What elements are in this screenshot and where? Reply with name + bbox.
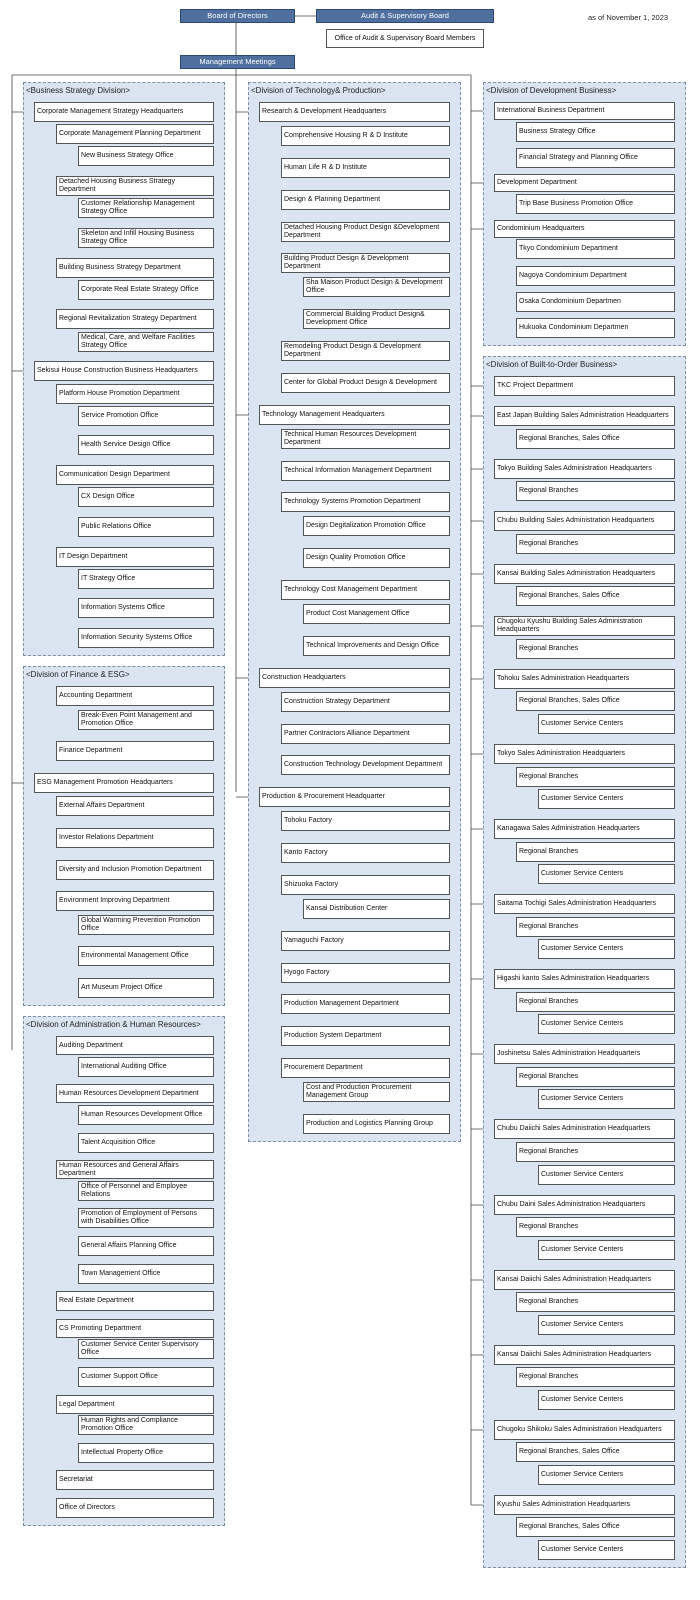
org-unit-box: General Affairs Planning Office xyxy=(78,1236,214,1256)
org-unit-box: Technical Improvements and Design Office xyxy=(303,636,450,656)
org-unit-box: Health Service Design Office xyxy=(78,435,214,455)
org-unit-box: Secretariat xyxy=(56,1470,214,1490)
org-unit-box: Customer Service Centers xyxy=(538,1540,675,1560)
org-unit-box: Office of Personnel and Employee Relations xyxy=(78,1181,214,1201)
org-unit-box: Regional Branches xyxy=(516,917,675,937)
org-unit-box: Technical Information Management Department xyxy=(281,461,450,481)
org-unit-box: Yamaguchi Factory xyxy=(281,931,450,951)
org-unit-box: Business Strategy Office xyxy=(516,122,675,142)
org-unit-box: Production System Department xyxy=(281,1026,450,1046)
org-unit-box: Production and Logistics Planning Group xyxy=(303,1114,450,1134)
division-title: <Division of Technology& Production> xyxy=(251,86,386,95)
org-unit-box: Customer Service Centers xyxy=(538,1390,675,1410)
org-unit-box: Tkyo Condominium Department xyxy=(516,239,675,259)
org-unit-box: Customer Service Centers xyxy=(538,789,675,809)
org-unit-box: Environmental Management Office xyxy=(78,946,214,966)
org-unit-box: Regional Branches xyxy=(516,1367,675,1387)
as-of-date: as of November 1, 2023 xyxy=(588,13,669,22)
org-unit-box: Customer Service Centers xyxy=(538,1465,675,1485)
division-title: <Division of Administration & Human Resources> xyxy=(26,1020,201,1029)
org-unit-box: Comprehensive Housing R & D Institute xyxy=(281,126,450,146)
org-unit-box: Kanto Factory xyxy=(281,843,450,863)
org-unit-box: Hyogo Factory xyxy=(281,963,450,983)
org-unit-box: Chugoku Shikoku Sales Administration Headquarters xyxy=(494,1420,675,1440)
org-unit-box: International Business Department xyxy=(494,102,675,120)
org-unit-box: Product Cost Management Office xyxy=(303,604,450,624)
org-unit-box: Chubu Building Sales Administration Headquarters xyxy=(494,511,675,531)
org-unit-box: Regional Branches xyxy=(516,1142,675,1162)
org-unit-box: Chubu Daiichi Sales Administration Headquarters xyxy=(494,1119,675,1139)
org-unit-box: Production & Procurement Headquarter xyxy=(259,787,450,807)
org-unit-box: Global Warming Prevention Promotion Office xyxy=(78,915,214,935)
org-unit-box: Human Resources Development Department xyxy=(56,1084,214,1103)
org-unit-box: External Affairs Department xyxy=(56,796,214,816)
org-unit-box: Technology Management Headquarters xyxy=(259,405,450,425)
org-unit-box: Customer Service Centers xyxy=(538,864,675,884)
org-unit-box: Kanagawa Sales Administration Headquarters xyxy=(494,819,675,839)
org-unit-box: Real Estate Department xyxy=(56,1291,214,1311)
org-unit-box: Joshinetsu Sales Administration Headquarters xyxy=(494,1044,675,1064)
org-unit-box: Human Resources Development Office xyxy=(78,1105,214,1125)
org-unit-box: Customer Service Centers xyxy=(538,1240,675,1260)
org-unit-box: Kansai Building Sales Administration Headquarters xyxy=(494,564,675,584)
org-unit-box: Human Life R & D Institute xyxy=(281,158,450,178)
org-unit-box: Higashi kanto Sales Administration Headquarters xyxy=(494,969,675,989)
division-title: <Division of Finance & ESG> xyxy=(26,670,130,679)
org-unit-box: Regional Branches xyxy=(516,842,675,862)
org-unit-box: Condominium Headquarters xyxy=(494,220,675,238)
org-unit-box: Customer Support Office xyxy=(78,1367,214,1387)
org-unit-box: Technology Systems Promotion Department xyxy=(281,492,450,512)
org-unit-box: Construction Technology Development Department xyxy=(281,755,450,775)
org-unit-box: Regional Branches, Sales Office xyxy=(516,1442,675,1462)
org-unit-box: Information Systems Office xyxy=(78,598,214,618)
org-unit-box: Trip Base Business Promotion Office xyxy=(516,194,675,214)
org-unit-box: Regional Branches xyxy=(516,639,675,659)
org-unit-box: Partner Contractors Alliance Department xyxy=(281,724,450,744)
org-unit-box: Environment Improving Department xyxy=(56,891,214,911)
org-unit-box: Regional Branches xyxy=(516,992,675,1012)
org-unit-box: TKC Project Department xyxy=(494,376,675,396)
org-unit-box: Production Management Department xyxy=(281,994,450,1014)
org-unit-box: Service Promotion Office xyxy=(78,406,214,426)
division-title: <Business Strategy Division> xyxy=(26,86,131,95)
org-unit-box: Regional Branches xyxy=(516,481,675,501)
org-unit-box: Saitama Tochigi Sales Administration Headquarters xyxy=(494,894,675,914)
org-unit-box: Design Quality Promotion Office xyxy=(303,548,450,568)
org-unit-box: Kansai Daiichi Sales Administration Headquarters xyxy=(494,1270,675,1290)
org-unit-box: Construction Headquarters xyxy=(259,668,450,688)
org-unit-box: Regional Branches xyxy=(516,534,675,554)
org-unit-box: Investor Relations Department xyxy=(56,828,214,848)
board-of-directors: Board of Directors xyxy=(180,9,295,23)
org-unit-box: Customer Service Centers xyxy=(538,1165,675,1185)
org-unit-box: Technical Human Resources Development Department xyxy=(281,429,450,449)
org-unit-box: Development Department xyxy=(494,174,675,192)
org-unit-box: Office of Directors xyxy=(56,1498,214,1518)
org-unit-box: Corporate Management Strategy Headquarters xyxy=(34,102,214,122)
org-unit-box: Nagoya Condominium Department xyxy=(516,266,675,286)
org-unit-box: Remodeling Product Design & Development Department xyxy=(281,341,450,361)
org-unit-box: ESG Management Promotion Headquarters xyxy=(34,773,214,793)
org-unit-box: Cost and Production Procurement Management Group xyxy=(303,1082,450,1102)
org-unit-box: Promotion of Employment of Persons with Disabilities Office xyxy=(78,1208,214,1228)
org-unit-box: Intellectual Property Office xyxy=(78,1443,214,1463)
org-unit-box: Human Rights and Compliance Promotion Office xyxy=(78,1415,214,1435)
org-unit-box: Regional Branches, Sales Office xyxy=(516,691,675,711)
management-meetings: Management Meetings xyxy=(180,55,295,69)
org-unit-box: Customer Service Centers xyxy=(538,1089,675,1109)
org-unit-box: CS Promoting Department xyxy=(56,1319,214,1338)
org-unit-box: Talent Acquisition Office xyxy=(78,1133,214,1153)
org-unit-box: Break-Even Point Management and Promotion Office xyxy=(78,710,214,730)
org-unit-box: Construction Strategy Department xyxy=(281,692,450,712)
org-unit-box: Financial Strategy and Planning Office xyxy=(516,148,675,168)
org-unit-box: Detached Housing Business Strategy Department xyxy=(56,176,214,196)
org-unit-box: Platform House Promotion Department xyxy=(56,384,214,404)
org-unit-box: Design & Planning Department xyxy=(281,190,450,210)
org-unit-box: Communication Design Department xyxy=(56,465,214,485)
org-unit-box: Sha Maison Product Design & Development Office xyxy=(303,277,450,297)
org-unit-box: Regional Branches xyxy=(516,767,675,787)
org-unit-box: Information Security Systems Office xyxy=(78,628,214,648)
org-unit-box: Diversity and Inclusion Promotion Department xyxy=(56,860,214,880)
org-unit-box: Kansai Daiichi Sales Administration Headquarters xyxy=(494,1345,675,1365)
org-unit-box: Accounting Department xyxy=(56,686,214,706)
org-unit-box: Regional Branches xyxy=(516,1067,675,1087)
org-unit-box: Art Museum Project Office xyxy=(78,978,214,998)
audit-supervisory-board: Audit & Supervisory Board xyxy=(316,9,494,23)
org-unit-box: Regional Branches, Sales Office xyxy=(516,586,675,606)
org-unit-box: New Business Strategy Office xyxy=(78,146,214,166)
org-unit-box: Tokyo Sales Administration Headquarters xyxy=(494,744,675,764)
org-unit-box: CX Design Office xyxy=(78,487,214,507)
org-unit-box: Legal Department xyxy=(56,1395,214,1414)
org-unit-box: East Japan Building Sales Administration Headquarters xyxy=(494,406,675,426)
org-unit-box: Tokyo Building Sales Administration Headquarters xyxy=(494,459,675,479)
org-unit-box: Building Product Design & Development Department xyxy=(281,253,450,273)
org-unit-box: Regional Branches, Sales Office xyxy=(516,1517,675,1537)
org-unit-box: Detached Housing Product Design &Development Department xyxy=(281,222,450,242)
org-unit-box: Kyushu Sales Administration Headquarters xyxy=(494,1495,675,1515)
org-unit-box: Sekisui House Construction Business Headquarters xyxy=(34,361,214,381)
division-title: <Division of Development Business> xyxy=(486,86,617,95)
org-unit-box: Public Relations Office xyxy=(78,517,214,537)
audit-board-office: Office of Audit & Supervisory Board Members xyxy=(326,29,484,48)
org-unit-box: Customer Service Centers xyxy=(538,939,675,959)
org-unit-box: Town Management Office xyxy=(78,1264,214,1284)
org-unit-box: Tohoku Sales Administration Headquarters xyxy=(494,669,675,689)
org-unit-box: Osaka Condominium Departmen xyxy=(516,292,675,312)
org-unit-box: Regional Revitalization Strategy Department xyxy=(56,309,214,329)
org-unit-box: Corporate Management Planning Department xyxy=(56,124,214,144)
org-unit-box: Hukuoka Condominium Departmen xyxy=(516,318,675,338)
org-unit-box: Medical, Care, and Welfare Facilities Strategy Office xyxy=(78,332,214,352)
org-unit-box: Skeleton and Infill Housing Business Strategy Office xyxy=(78,228,214,248)
org-unit-box: Human Resources and General Affairs Department xyxy=(56,1160,214,1179)
org-unit-box: Shizuoka Factory xyxy=(281,875,450,895)
org-unit-box: Building Business Strategy Department xyxy=(56,258,214,278)
org-unit-box: Auditing Department xyxy=(56,1036,214,1055)
division-title: <Division of Built-to-Order Business> xyxy=(486,360,618,369)
org-unit-box: Chugoku Kyushu Building Sales Administration Headquarters xyxy=(494,616,675,636)
org-unit-box: Customer Service Centers xyxy=(538,714,675,734)
org-unit-box: Customer Service Center Supervisory Office xyxy=(78,1339,214,1359)
org-unit-box: International Auditing Office xyxy=(78,1057,214,1077)
org-unit-box: Regional Branches xyxy=(516,1217,675,1237)
org-unit-box: Finance Department xyxy=(56,741,214,761)
org-unit-box: Customer Relationship Management Strategy Office xyxy=(78,198,214,218)
org-unit-box: Customer Service Centers xyxy=(538,1315,675,1335)
org-unit-box: Regional Branches xyxy=(516,1292,675,1312)
org-unit-box: Technology Cost Management Department xyxy=(281,580,450,600)
org-unit-box: Design Degitalization Promotion Office xyxy=(303,516,450,536)
org-unit-box: Commercial Building Product Design& Development Office xyxy=(303,309,450,329)
org-unit-box: Tohoku Factory xyxy=(281,811,450,831)
org-unit-box: Corporate Real Estate Strategy Office xyxy=(78,280,214,300)
org-unit-box: Procurement Department xyxy=(281,1058,450,1078)
org-unit-box: Kansai Distribution Center xyxy=(303,899,450,919)
org-unit-box: Regional Branches, Sales Office xyxy=(516,429,675,449)
org-unit-box: Customer Service Centers xyxy=(538,1014,675,1034)
org-unit-box: Chubu Daini Sales Administration Headquarters xyxy=(494,1195,675,1215)
org-unit-box: IT Strategy Office xyxy=(78,569,214,589)
org-unit-box: Center for Global Product Design & Development xyxy=(281,373,450,393)
org-unit-box: IT Design Department xyxy=(56,547,214,567)
org-unit-box: Research & Development Headquarters xyxy=(259,102,450,122)
